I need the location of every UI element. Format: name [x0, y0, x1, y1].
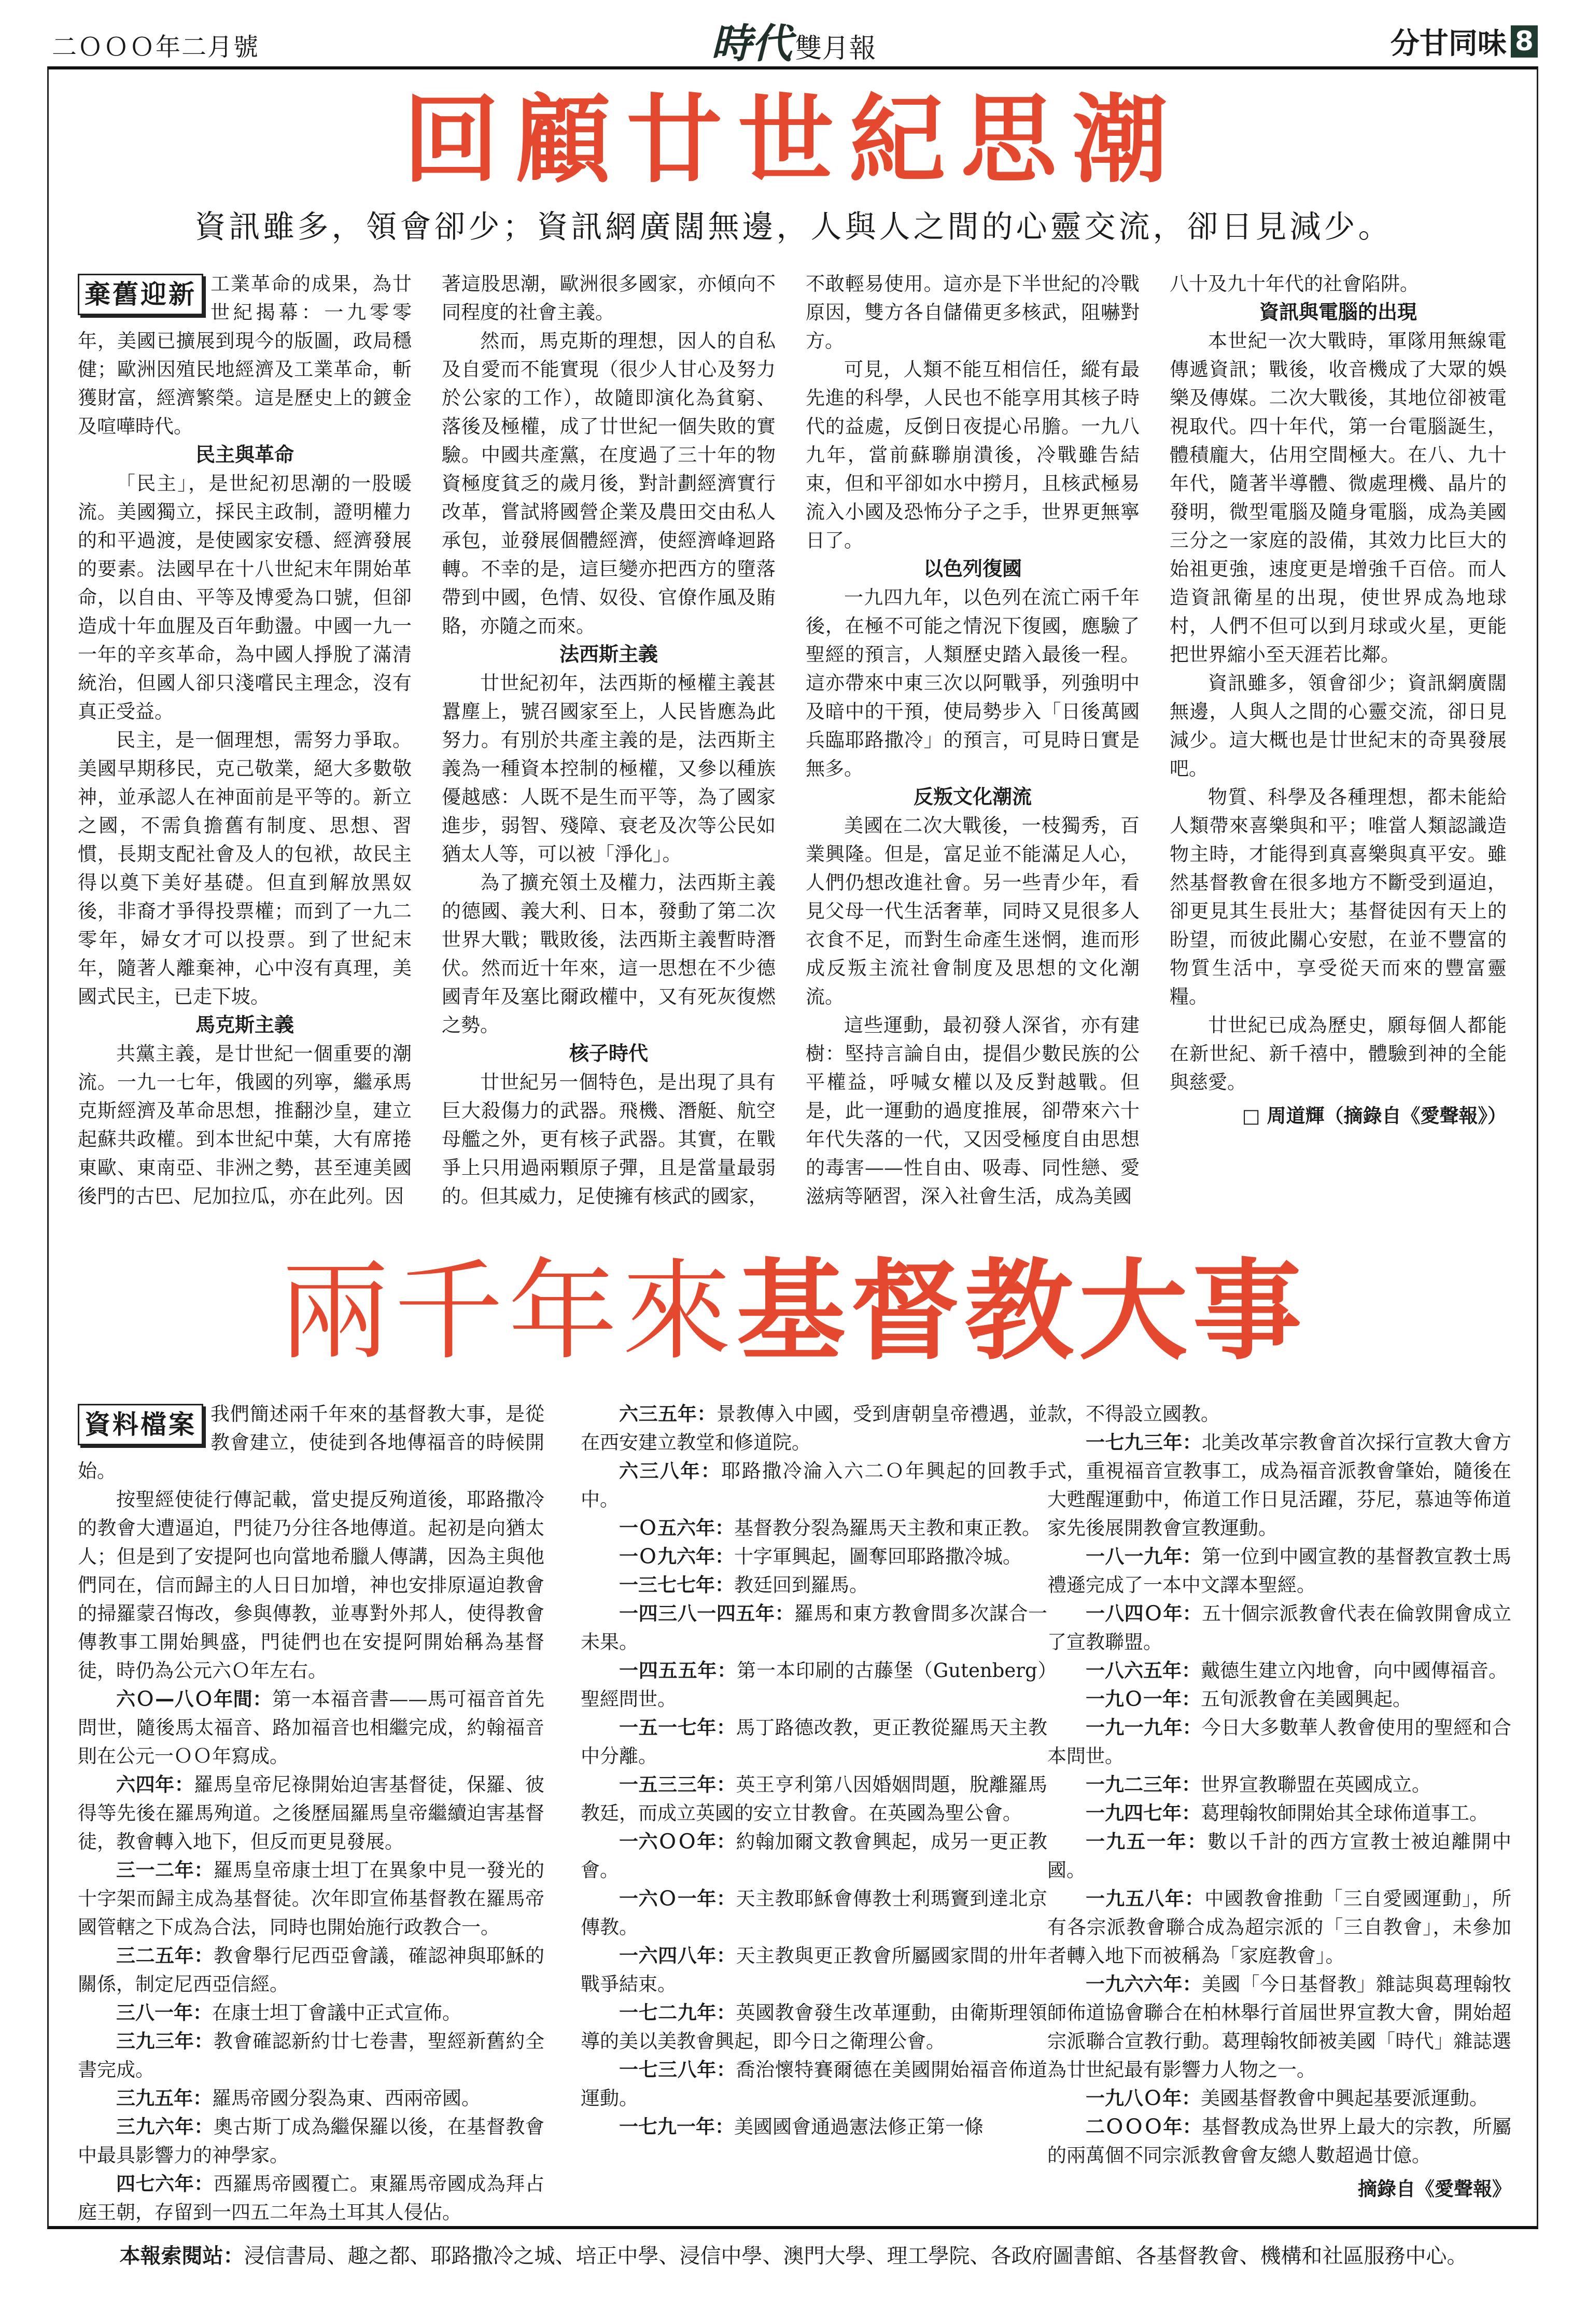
timeline-entry — [581, 1827, 1047, 1884]
byline: 摘錄自《愛聲報》 — [1358, 2178, 1511, 2200]
section-heading: 反叛文化潮流 — [913, 785, 1032, 808]
entry-text: 基督教成為世界上最大的宗教，所屬的兩萬個不同宗派教會會友總人數超過廿億。 — [1047, 2116, 1511, 2166]
timeline-entry — [1047, 1599, 1511, 1656]
timeline-entry — [1047, 1656, 1511, 1685]
paragraph: 工業革命的成果，為廿世紀揭幕：一九零零年，美國已擴展到現今的版圖，政局穩健；歐洲因殖民地經濟及工業革命，斬獲財富，經濟繁榮。這是歷史上的鍍金及喧嘩時代。 — [78, 273, 412, 438]
timeline-entry — [1047, 1770, 1511, 1799]
timeline-entry — [1047, 1685, 1511, 1713]
timeline-entry — [1047, 2084, 1511, 2112]
entry-text: 羅馬和東方教會間多次謀合一未果。 — [581, 1602, 1048, 1653]
entry-year: 二ＯＯＯ年： — [1086, 2116, 1202, 2138]
entry-text: 教會舉行尼西亞會議，確認神與耶穌的關係，制定尼西亞信經。 — [78, 1945, 545, 1995]
entry-text: 奧古斯丁成為繼保羅以後，在基督教會中最具影響力的神學家。 — [78, 2116, 545, 2166]
entry-year: 一七三八年： — [619, 2059, 736, 2081]
article2-title-bold: 基督教大事 — [736, 1248, 1307, 1375]
entry-text: 五旬派教會在美國興起。 — [1201, 1688, 1412, 1710]
entry-year: 六三八年： — [619, 1460, 722, 1482]
masthead — [0, 11, 1587, 69]
paragraph: 民主，是一個理想，需努力爭取。美國早期移民，克己敬業，絕大多數敬神，並承認人在神面前是平等的。新立之國，不需負擔舊有制度、思想、習慣，長期支配社會及人的包袱，故民主得以奠下美好基礎。但直到解放黑奴後，非裔才爭得投票權；而到了一九二零年，婦女才可以投票。到了世紀末年，隨著人離棄神，心中沒有真理，美國式民主，已走下坡。 — [78, 729, 412, 1008]
paragraph: 不敢輕易使用。這亦是下半世紀的冷戰原因，雙方各自儲備更多核武，阻嚇對方。 — [806, 273, 1140, 352]
section-label-box: 棄舊迎新 — [78, 274, 203, 315]
timeline-entry — [581, 1656, 1047, 1713]
article1-column-1 — [78, 270, 412, 1210]
entry-year: 一九一九年： — [1086, 1716, 1202, 1739]
entry-year: 一八六五年： — [1086, 1659, 1201, 1682]
paragraph: 可見，人類不能互相信任，縱有最先進的科學，人民也不能享用其核子時代的益處，反倒日夜提心吊膽。一九八九年，當前蘇聯崩潰後，冷戰雖告結束，但和平卻如水中撈月，且核武極易流入小國及恐怖分子之手，世界更無寧日了。 — [806, 358, 1140, 552]
timeline-entry — [78, 2084, 544, 2112]
timeline-entry — [581, 1457, 1047, 1514]
entry-text: 教廷回到羅馬。 — [734, 1574, 868, 1596]
entry-year: 六三五年： — [619, 1403, 717, 1425]
timeline-entry — [1047, 1970, 1511, 2084]
entry-text: 美國「今日基督教」雜誌與葛理翰牧師佈道協會聯合在柏林舉行首屆世界宣教大會，開始超宗派聯合宣教行動。葛理翰牧師被美國「時代」雜誌選為廿世紀最有影響力人物之一。 — [1047, 1973, 1511, 2081]
entry-year: 一八四Ｏ年： — [1086, 1602, 1202, 1625]
article1-title: 回顧廿世紀思潮 — [403, 84, 1184, 196]
entry-text: 在康士坦丁會議中正式宣佈。 — [212, 2002, 461, 2024]
entry-year: 三八一年： — [116, 2002, 212, 2024]
entry-year: 六Ｏ—八Ｏ年間： — [116, 1688, 272, 1710]
entry-text: 耶路撒冷淪入六二Ｏ年興起的回教手中。 — [581, 1460, 1047, 1511]
entry-text: 美國國會通過憲法修正第一條 — [734, 2116, 984, 2138]
timeline-entry — [1047, 2112, 1511, 2170]
entry-year: 一七二九年： — [619, 2002, 736, 2024]
article2-column-1 — [78, 1400, 544, 2227]
footer-text: 浸信書局、趣之都、耶路撒冷之城、培正中學、浸信中學、澳門大學、理工學院、各政府圖書館、各基督教會、機構和社區服務中心。 — [244, 2244, 1468, 2268]
article1-subtitle: 資訊雖多，領會卻少；資訊網廣闊無邊，人與人之間的心靈交流，卻日見減少。 — [194, 209, 1393, 245]
entry-year: 一九五一年： — [1086, 1830, 1208, 1853]
article1-column-3 — [806, 270, 1140, 1210]
entry-text: 葛理翰牧師開始其全球佈道事工。 — [1201, 1802, 1488, 1824]
timeline-entry — [78, 1941, 544, 1998]
entry-year: 一Ｏ九六年： — [619, 1545, 734, 1568]
entry-text: 英王亨利第八因婚姻問題，脫離羅馬教廷，而成立英國的安立甘教會。在英國為聖公會。 — [581, 1773, 1048, 1824]
entry-text: 第一位到中國宣教的基督教宣教士馬禮遜完成了一本中文譯本聖經。 — [1047, 1545, 1511, 1596]
section-label-box: 資料檔案 — [78, 1404, 203, 1445]
timeline-entry — [581, 1571, 1047, 1599]
entry-text: 喬治懷特賽爾德在美國開始福音佈道運動。 — [581, 2059, 1048, 2109]
entry-year: 一六四八年： — [619, 1945, 736, 1967]
entry-text: 北美改革宗教會首次採行宣教大會方式，重視福音宣教事工，成為福音派教會肇始，隨後在大甦醒運動中，佈道工作日見活躍，芬尼，慕迪等佈道家先後展開教會宣教運動。 — [1047, 1431, 1511, 1539]
timeline-entry — [581, 1998, 1047, 2055]
entry-text: 羅馬帝國分裂為東、西兩帝國。 — [212, 2087, 481, 2109]
article2-column-2 — [581, 1400, 1047, 2141]
entry-year: 一Ｏ五六年： — [619, 1517, 734, 1539]
entry-year: 三二五年： — [116, 1945, 214, 1967]
paragraph: 這些運動，最初發人深省，亦有建樹：堅持言論自由，提倡少數民族的公平權益，呼喊女權以及反對越戰。但是，此一運動的過度推展，卻帶來六十年代失落的一代，又因受極度自由思想的毒害——性自由、吸毒、同性戀、愛滋病等陋習，深入社會生活，成為美國 — [806, 1014, 1140, 1207]
timeline-entry — [581, 1941, 1047, 1998]
entry-year: 四七六年： — [116, 2173, 214, 2195]
entry-year: 三九三年： — [116, 2030, 214, 2052]
entry-year: 一九六六年： — [1086, 1973, 1202, 1995]
entry-year: 一四三八一四五年： — [619, 1602, 795, 1625]
timeline-entry — [1047, 1713, 1511, 1770]
entry-year: 三九六年： — [116, 2116, 214, 2138]
paragraph: 「民主」，是世紀初思潮的一股暖流。美國獨立，採民主政制，證明權力的和平過渡，是使國家安穩、經濟發展的要素。法國早在十八世紀末年開始革命，以自由、平等及博愛為口號，但卻造成十年血腥及百年動盪。中國一九一一年的辛亥革命，為中國人掙脫了滿清統治，但國人卻只淺嚐民主理念，沒有真正受益。 — [78, 472, 412, 723]
entry-year: 一七九一年： — [619, 2116, 734, 2138]
entry-text: 西羅馬帝國覆亡。東羅馬帝國成為拜占庭王朝，存留到一四五二年為土耳其人侵佔。 — [78, 2173, 545, 2223]
timeline-entry — [1047, 1542, 1511, 1599]
timeline-entry — [78, 1856, 544, 1941]
entry-year: 三一二年： — [116, 1859, 214, 1881]
entry-text: 第一本印刷的古藤堡（Gutenberg）聖經問世。 — [581, 1659, 1047, 1710]
paragraph: 廿世紀另一個特色，是出現了具有巨大殺傷力的武器。飛機、潛艇、航空母艦之外，更有核子武器。其實，在戰爭上只用過兩顆原子彈，且是當量最弱的。但其威力，足使擁有核武的國家， — [442, 1071, 776, 1207]
entry-text: 數以千計的西方宣教士被迫離開中國。 — [1047, 1830, 1512, 1881]
page-number: 8 — [1511, 25, 1538, 58]
section-heading: 核子時代 — [569, 1042, 648, 1065]
entry-text: 美國基督教會中興起基要派運動。 — [1201, 2087, 1488, 2109]
entry-year: 一九Ｏ一年： — [1086, 1688, 1201, 1710]
paragraph: 為了擴充領土及權力，法西斯主義的德國、義大利、日本，發動了第二次世界大戰；戰敗後，法西斯主義暫時潛伏。然而近十年來，這一思想在不少德國青年及塞比爾政權中，又有死灰復燃之勢。 — [442, 871, 776, 1036]
byline: □ 周道輝（摘錄自《愛聲報》） — [1242, 1105, 1507, 1127]
entry-year: 一九二三年： — [1086, 1773, 1201, 1796]
paragraph: 著這股思潮，歐洲很多國家，亦傾向不同程度的社會主義。 — [442, 273, 776, 323]
timeline-entry — [1047, 1428, 1511, 1542]
entry-text: 英國教會發生改革運動，由衛斯理領導的美以美教會興起，即今日之衛理公會。 — [581, 2002, 1048, 2052]
timeline-entry — [581, 1514, 1047, 1542]
section-heading: 民主與革命 — [195, 443, 294, 466]
masthead-sub: 雙月報 — [795, 33, 876, 64]
entry-text: 十字軍興起，圖奪回耶路撒冷城。 — [734, 1545, 1022, 1568]
entry-year: 一六ＯＯ年： — [619, 1830, 736, 1853]
entry-text: 約翰加爾文教會興起，成另一更正教會。 — [581, 1830, 1048, 1881]
paragraph: 款，不得設立國教。 — [1047, 1403, 1220, 1425]
entry-text: 戴德生建立內地會，向中國傳福音。 — [1201, 1659, 1508, 1682]
timeline-entry — [581, 2055, 1047, 2112]
entry-year: 一四五五年： — [619, 1659, 737, 1682]
timeline-entry — [78, 1998, 544, 2027]
entry-text: 天主教與更正教會所屬國家間的卅年戰爭結束。 — [581, 1945, 1048, 1995]
entry-text: 世界宣教聯盟在英國成立。 — [1201, 1773, 1431, 1796]
issue-date: 二ＯＯＯ年二月號 — [52, 33, 260, 62]
entry-year: 一三七七年： — [619, 1574, 734, 1596]
entry-text: 景教傳入中國，受到唐朝皇帝禮遇，並在西安建立教堂和修道院。 — [581, 1403, 1048, 1454]
entry-year: 三九五年： — [116, 2087, 212, 2109]
entry-year: 一五一七年： — [619, 1716, 736, 1739]
timeline-entry — [1047, 1827, 1511, 1884]
distribution-footer — [0, 2240, 1587, 2269]
timeline-entry — [581, 1542, 1047, 1571]
paragraph: 資訊雖多，領會卻少；資訊網廣闊無邊，人與人之間的心靈交流，卻日見減少。這大概也是廿世紀末的奇異發展吧。 — [1170, 672, 1507, 780]
timeline-entry — [78, 1685, 544, 1770]
section-title: 分甘同味 — [1390, 27, 1507, 61]
section-heading: 資訊與電腦的出現 — [1259, 301, 1417, 323]
paragraph: 然而，馬克斯的理想，因人的自私及自愛而不能實現（很少人甘心及努力於公家的工作），故隨即演化為貧窮、落後及極權，成了廿世紀一個失敗的實驗。中國共產黨，在度過了三十年的物資極度貧乏的歲月後，對計劃經濟實行改革，嘗試將國營企業及農田交由私人承包，並發展個體經濟，使經濟峰迴路轉。不幸的是，這巨變亦把西方的墮落帶到中國，色情、奴役、官僚作風及賄賂，亦隨之而來。 — [442, 330, 776, 637]
article2-column-3 — [1047, 1400, 1511, 2203]
entry-year: 一六Ｏ一年： — [619, 1888, 736, 1910]
entry-text: 天主教耶穌會傳教士利瑪竇到達北京傳教。 — [581, 1888, 1048, 1938]
entry-text: 第一本福音書——馬可福音首先問世，隨後馬太福音、路加福音也相繼完成，約翰福音則在公元一ＯＯ年寫成。 — [78, 1688, 545, 1767]
entry-year: 六四年： — [116, 1773, 194, 1796]
article2-title-thin: 兩千年來 — [280, 1248, 737, 1375]
section-heading: 馬克斯主義 — [195, 1013, 294, 1036]
entry-text: 馬丁路德改教，更正教從羅馬天主教中分離。 — [581, 1716, 1048, 1767]
masthead-main: 時代 — [711, 21, 792, 67]
entry-year: 一八一九年： — [1086, 1545, 1202, 1568]
timeline-entry — [78, 1770, 544, 1856]
timeline-entry — [581, 1713, 1047, 1770]
entry-text: 羅馬皇帝尼祿開始迫害基督徒，保羅、彼得等先後在羅馬殉道。之後歷屆羅馬皇帝繼續迫害基督徒，教會轉入地下，但反而更見發展。 — [78, 1773, 545, 1853]
entry-year: 一九八Ｏ年： — [1086, 2087, 1201, 2109]
entry-text: 中國教會推動「三自愛國運動」，所有各宗派教會聯合成為超宗派的「三自教會」，未參加者轉入地下而被稱為「家庭教會」。 — [1047, 1888, 1512, 1967]
timeline-entry — [581, 2112, 1047, 2141]
article1-column-4 — [1170, 270, 1507, 1130]
timeline-entry — [78, 2170, 544, 2227]
entry-text: 羅馬皇帝康士坦丁在異象中見一發光的十字架而歸主成為基督徒。次年即宣佈基督教在羅馬帝國管轄之下成為合法，同時也開始施行政教合一。 — [78, 1859, 545, 1938]
entry-text: 今日大多數華人教會使用的聖經和合本問世。 — [1047, 1716, 1511, 1767]
timeline-entry — [1047, 1799, 1511, 1827]
paragraph: 我們簡述兩千年來的基督教大事，是從教會建立，使徒到各地傳福音的時候開始。 — [78, 1403, 544, 1482]
paragraph: 共黨主義，是廿世紀一個重要的潮流。一九一七年，俄國的列寧，繼承馬克斯經濟及革命思想，推翻沙皇，建立起蘇共政權。到本世紀中葉，大有席捲東歐、東南亞、非洲之勢，甚至連美國後門的古巴、尼加拉瓜，亦在此列。因 — [78, 1043, 412, 1207]
timeline-entry — [1047, 1884, 1511, 1970]
timeline-entry — [581, 1400, 1047, 1457]
timeline-entry — [78, 2027, 544, 2084]
entry-text: 教會確認新約廿七卷書，聖經新舊約全書完成。 — [78, 2030, 545, 2081]
entry-year: 一九五八年： — [1086, 1888, 1205, 1910]
article1-column-2 — [442, 270, 776, 1210]
section-heading: 法西斯主義 — [559, 643, 658, 666]
article2-title — [0, 1249, 1587, 1374]
section-header — [1391, 21, 1538, 62]
timeline-entry — [581, 1599, 1047, 1656]
footer-label: 本報索閱站： — [119, 2244, 244, 2268]
timeline-entry — [581, 1884, 1047, 1941]
paragraph: 本世紀一次大戰時，軍隊用無線電傳遞資訊；戰後，收音機成了大眾的娛樂及傳媒。二次大戰後，其地位卻被電視取代。四十年代，第一台電腦誕生，體積龐大，佔用空間極大。在八、九十年代，隨著半導體、微處理機、晶片的發明，微型電腦及隨身電腦，成為美國三分之一家庭的設備，其效力比巨大的始祖更強，速度更是增強千百倍。而人造資訊衛星的出現，使世界成為地球村，人們不但可以到月球或火星，更能把世界縮小至天涯若比鄰。 — [1170, 330, 1507, 666]
paragraph: 按聖經使徒行傳記載，當史提反殉道後，耶路撒冷的教會大遭逼迫，門徒乃分往各地傳道。起初是向猶太人；但是到了安提阿也向當地希臘人傳講，因為主與他們同在，信而歸主的人日日加增，神也安排原逼迫教會的掃羅蒙召悔改，參與傳教，並專對外邦人，使得教會傳教事工開始興盛，門徒們也在安提阿開始稱為基督徒，時仍為公元六Ｏ年左右。 — [78, 1488, 544, 1682]
entry-text: 五十個宗派教會代表在倫敦開會成立了宣教聯盟。 — [1047, 1602, 1511, 1653]
entry-year: 一七九三年： — [1086, 1431, 1202, 1454]
timeline-entry — [581, 1770, 1047, 1827]
paragraph: 物質、科學及各種理想，都未能給人類帶來喜樂與和平；唯當人類認識造物主時，才能得到真喜樂與真平安。雖然基督教會在很多地方不斷受到逼迫，卻更見其生長壯大；基督徒因有天上的盼望，而彼此關心安慰，在並不豐富的物質生活中，享受從天而來的豐富靈糧。 — [1170, 786, 1507, 1008]
paragraph: 廿世紀初年，法西斯的極權主義甚囂塵上，號召國家至上，人民皆應為此努力。有別於共產主義的是，法西斯主義為一種資本控制的極權，又參以種族優越感：人既不是生而平等，為了國家進步，弱智、殘障、衰老及次等公民如猶太人等，可以被「淨化」。 — [442, 672, 776, 865]
entry-text: 基督教分裂為羅馬天主教和東正教。 — [734, 1517, 1041, 1539]
entry-year: 一九四七年： — [1086, 1802, 1201, 1824]
paragraph: 八十及九十年代的社會陷阱。 — [1170, 273, 1419, 295]
paragraph: 一九四九年，以色列在流亡兩千年後，在極不可能之情況下復國，應驗了聖經的預言，人類歷史踏入最後一程。這亦帶來中東三次以阿戰爭，列強明中及暗中的干預，使局勢步入「日後萬國兵臨耶路撒冷」的預言，可見時日實是無多。 — [806, 586, 1140, 780]
entry-year: 一五三三年： — [619, 1773, 736, 1796]
timeline-entry — [78, 2112, 544, 2170]
section-heading: 以色列復國 — [923, 557, 1022, 580]
paragraph: 廿世紀已成為歷史，願每個人都能在新世紀、新千禧中，體驗到神的全能與慈愛。 — [1170, 1014, 1507, 1093]
paragraph: 美國在二次大戰後，一枝獨秀，百業興隆。但是，富足並不能滿足人心，人們仍想改進社會。另一些青少年，看見父母一代生活奢華，同時又見很多人衣食不足，而對生命產生迷惘，進而形成反叛主流社會制度及思想的文化潮流。 — [806, 814, 1140, 1008]
